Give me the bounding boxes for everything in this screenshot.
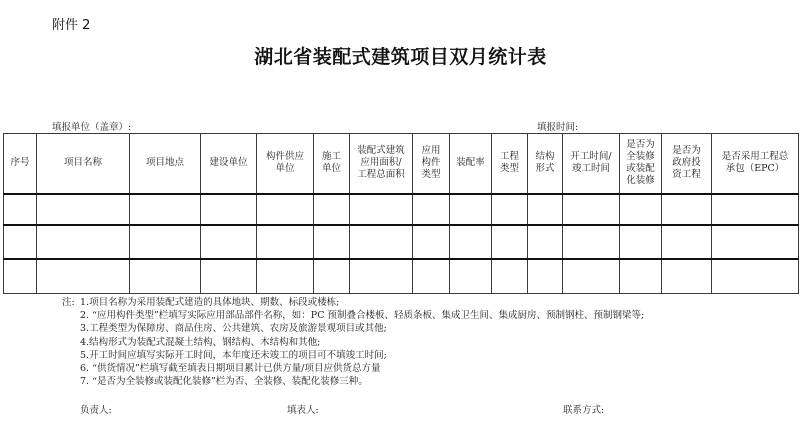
note-text: 5.开工时间应填写实际开工时间，本年度还未竣工的项目可不填竣工时间; <box>80 349 387 361</box>
cell-structure[interactable] <box>528 225 563 259</box>
note-item <box>62 309 644 322</box>
column-header-construction-unit: 建设单位 <box>201 134 257 194</box>
fill-unit-label: 填报单位（盖章）: <box>52 122 132 133</box>
attachment-label: 附件 2 <box>52 18 91 33</box>
note-text: 2. “应用构件类型”栏填写实际应用部品部件名称，如：PC 预制叠合楼板、轻质条板、集成卫生间、集成厨房、预制钢柱、预制钢梁等; <box>80 310 645 322</box>
column-header-area: 装配式建筑 应用面积/ 工程总面积 <box>350 134 413 194</box>
cell-project-name[interactable] <box>37 225 130 259</box>
cell-component-type[interactable] <box>413 225 450 259</box>
note-item <box>62 349 644 362</box>
note-item <box>62 336 644 349</box>
cell-area[interactable] <box>350 194 413 225</box>
column-header-epc: 是否采用工程总 承包（EPC） <box>712 134 799 194</box>
cell-component-supplier[interactable] <box>257 194 314 225</box>
cell-project-name[interactable] <box>37 194 130 225</box>
cell-component-type[interactable] <box>413 194 450 225</box>
person-in-charge-label: 负责人: <box>80 405 112 416</box>
note-item <box>62 375 644 388</box>
column-header-assembly-rate: 装配率 <box>450 134 492 194</box>
contact-label: 联系方式: <box>563 405 605 416</box>
cell-project-type[interactable] <box>492 194 528 225</box>
fill-time-label: 填报时间: <box>537 122 579 133</box>
table-body <box>4 194 799 294</box>
note-text: 3.工程类型为保障房、商品住房、公共建筑、农房及旅游景观项目或其他; <box>80 323 387 335</box>
note-item <box>62 362 644 375</box>
column-header-structure: 结构 形式 <box>528 134 563 194</box>
cell-dates[interactable] <box>563 194 620 225</box>
cell-gov-invest[interactable] <box>662 259 712 294</box>
column-header-decoration: 是否为 全装修 或装配 化装修 <box>620 134 662 194</box>
cell-dates[interactable] <box>563 259 620 294</box>
cell-builder[interactable] <box>314 225 350 259</box>
cell-assembly-rate[interactable] <box>450 225 492 259</box>
cell-seq[interactable] <box>4 225 37 259</box>
cell-decoration[interactable] <box>620 225 662 259</box>
cell-structure[interactable] <box>528 259 563 294</box>
cell-component-type[interactable] <box>413 259 450 294</box>
cell-project-name[interactable] <box>37 259 130 294</box>
column-header-project-type: 工程 类型 <box>492 134 528 194</box>
cell-gov-invest[interactable] <box>662 194 712 225</box>
cell-builder[interactable] <box>314 259 350 294</box>
cell-epc[interactable] <box>712 259 799 294</box>
table-row <box>4 194 799 225</box>
cell-structure[interactable] <box>528 194 563 225</box>
column-header-component-supplier: 构件供应 单位 <box>257 134 314 194</box>
column-header-project-location: 项目地点 <box>130 134 201 194</box>
cell-gov-invest[interactable] <box>662 225 712 259</box>
note-item <box>62 296 644 309</box>
note-text: 1.项目名称为采用装配式建造的具体地块、期数、标段或楼栋; <box>80 297 340 308</box>
cell-project-type[interactable] <box>492 225 528 259</box>
column-header-gov-invest: 是否为 政府投 资工程 <box>662 134 712 194</box>
cell-construction-unit[interactable] <box>201 194 257 225</box>
cell-project-location[interactable] <box>130 259 201 294</box>
cell-epc[interactable] <box>712 194 799 225</box>
cell-builder[interactable] <box>314 194 350 225</box>
page-title: 湖北省装配式建筑项目双月统计表 <box>254 46 547 68</box>
column-header-component-type: 应用 构件 类型 <box>413 134 450 194</box>
cell-area[interactable] <box>350 259 413 294</box>
cell-seq[interactable] <box>4 259 37 294</box>
cell-decoration[interactable] <box>620 259 662 294</box>
cell-component-supplier[interactable] <box>257 225 314 259</box>
cell-construction-unit[interactable] <box>201 259 257 294</box>
cell-decoration[interactable] <box>620 194 662 225</box>
note-item <box>62 322 644 335</box>
cell-construction-unit[interactable] <box>201 225 257 259</box>
cell-dates[interactable] <box>563 225 620 259</box>
form-filler-label: 填表人: <box>287 405 319 416</box>
table-header-row <box>4 134 799 194</box>
table-row <box>4 259 799 294</box>
note-text: 6. “供货情况”栏填写截至填表日期项目累计已供方量/项目应供货总方量 <box>80 363 381 375</box>
column-header-seq: 序号 <box>4 134 37 194</box>
cell-assembly-rate[interactable] <box>450 194 492 225</box>
cell-seq[interactable] <box>4 194 37 225</box>
cell-area[interactable] <box>350 225 413 259</box>
cell-project-type[interactable] <box>492 259 528 294</box>
note-text: 4.结构形式为装配式混凝土结构、钢结构、木结构和其他; <box>80 336 321 348</box>
note-text: 7. “是否为全装修或装配化装修”栏为否、全装修、装配化装修三种。 <box>80 376 368 388</box>
cell-epc[interactable] <box>712 225 799 259</box>
notes-section <box>62 296 644 388</box>
cell-component-supplier[interactable] <box>257 259 314 294</box>
column-header-dates: 开工时间/ 竣工时间 <box>563 134 620 194</box>
column-header-project-name: 项目名称 <box>37 134 130 194</box>
statistics-table <box>3 133 799 294</box>
column-header-builder: 施工 单位 <box>314 134 350 194</box>
cell-assembly-rate[interactable] <box>450 259 492 294</box>
table-row <box>4 225 799 259</box>
cell-project-location[interactable] <box>130 225 201 259</box>
cell-project-location[interactable] <box>130 194 201 225</box>
note-prefix: 注: <box>62 297 75 308</box>
